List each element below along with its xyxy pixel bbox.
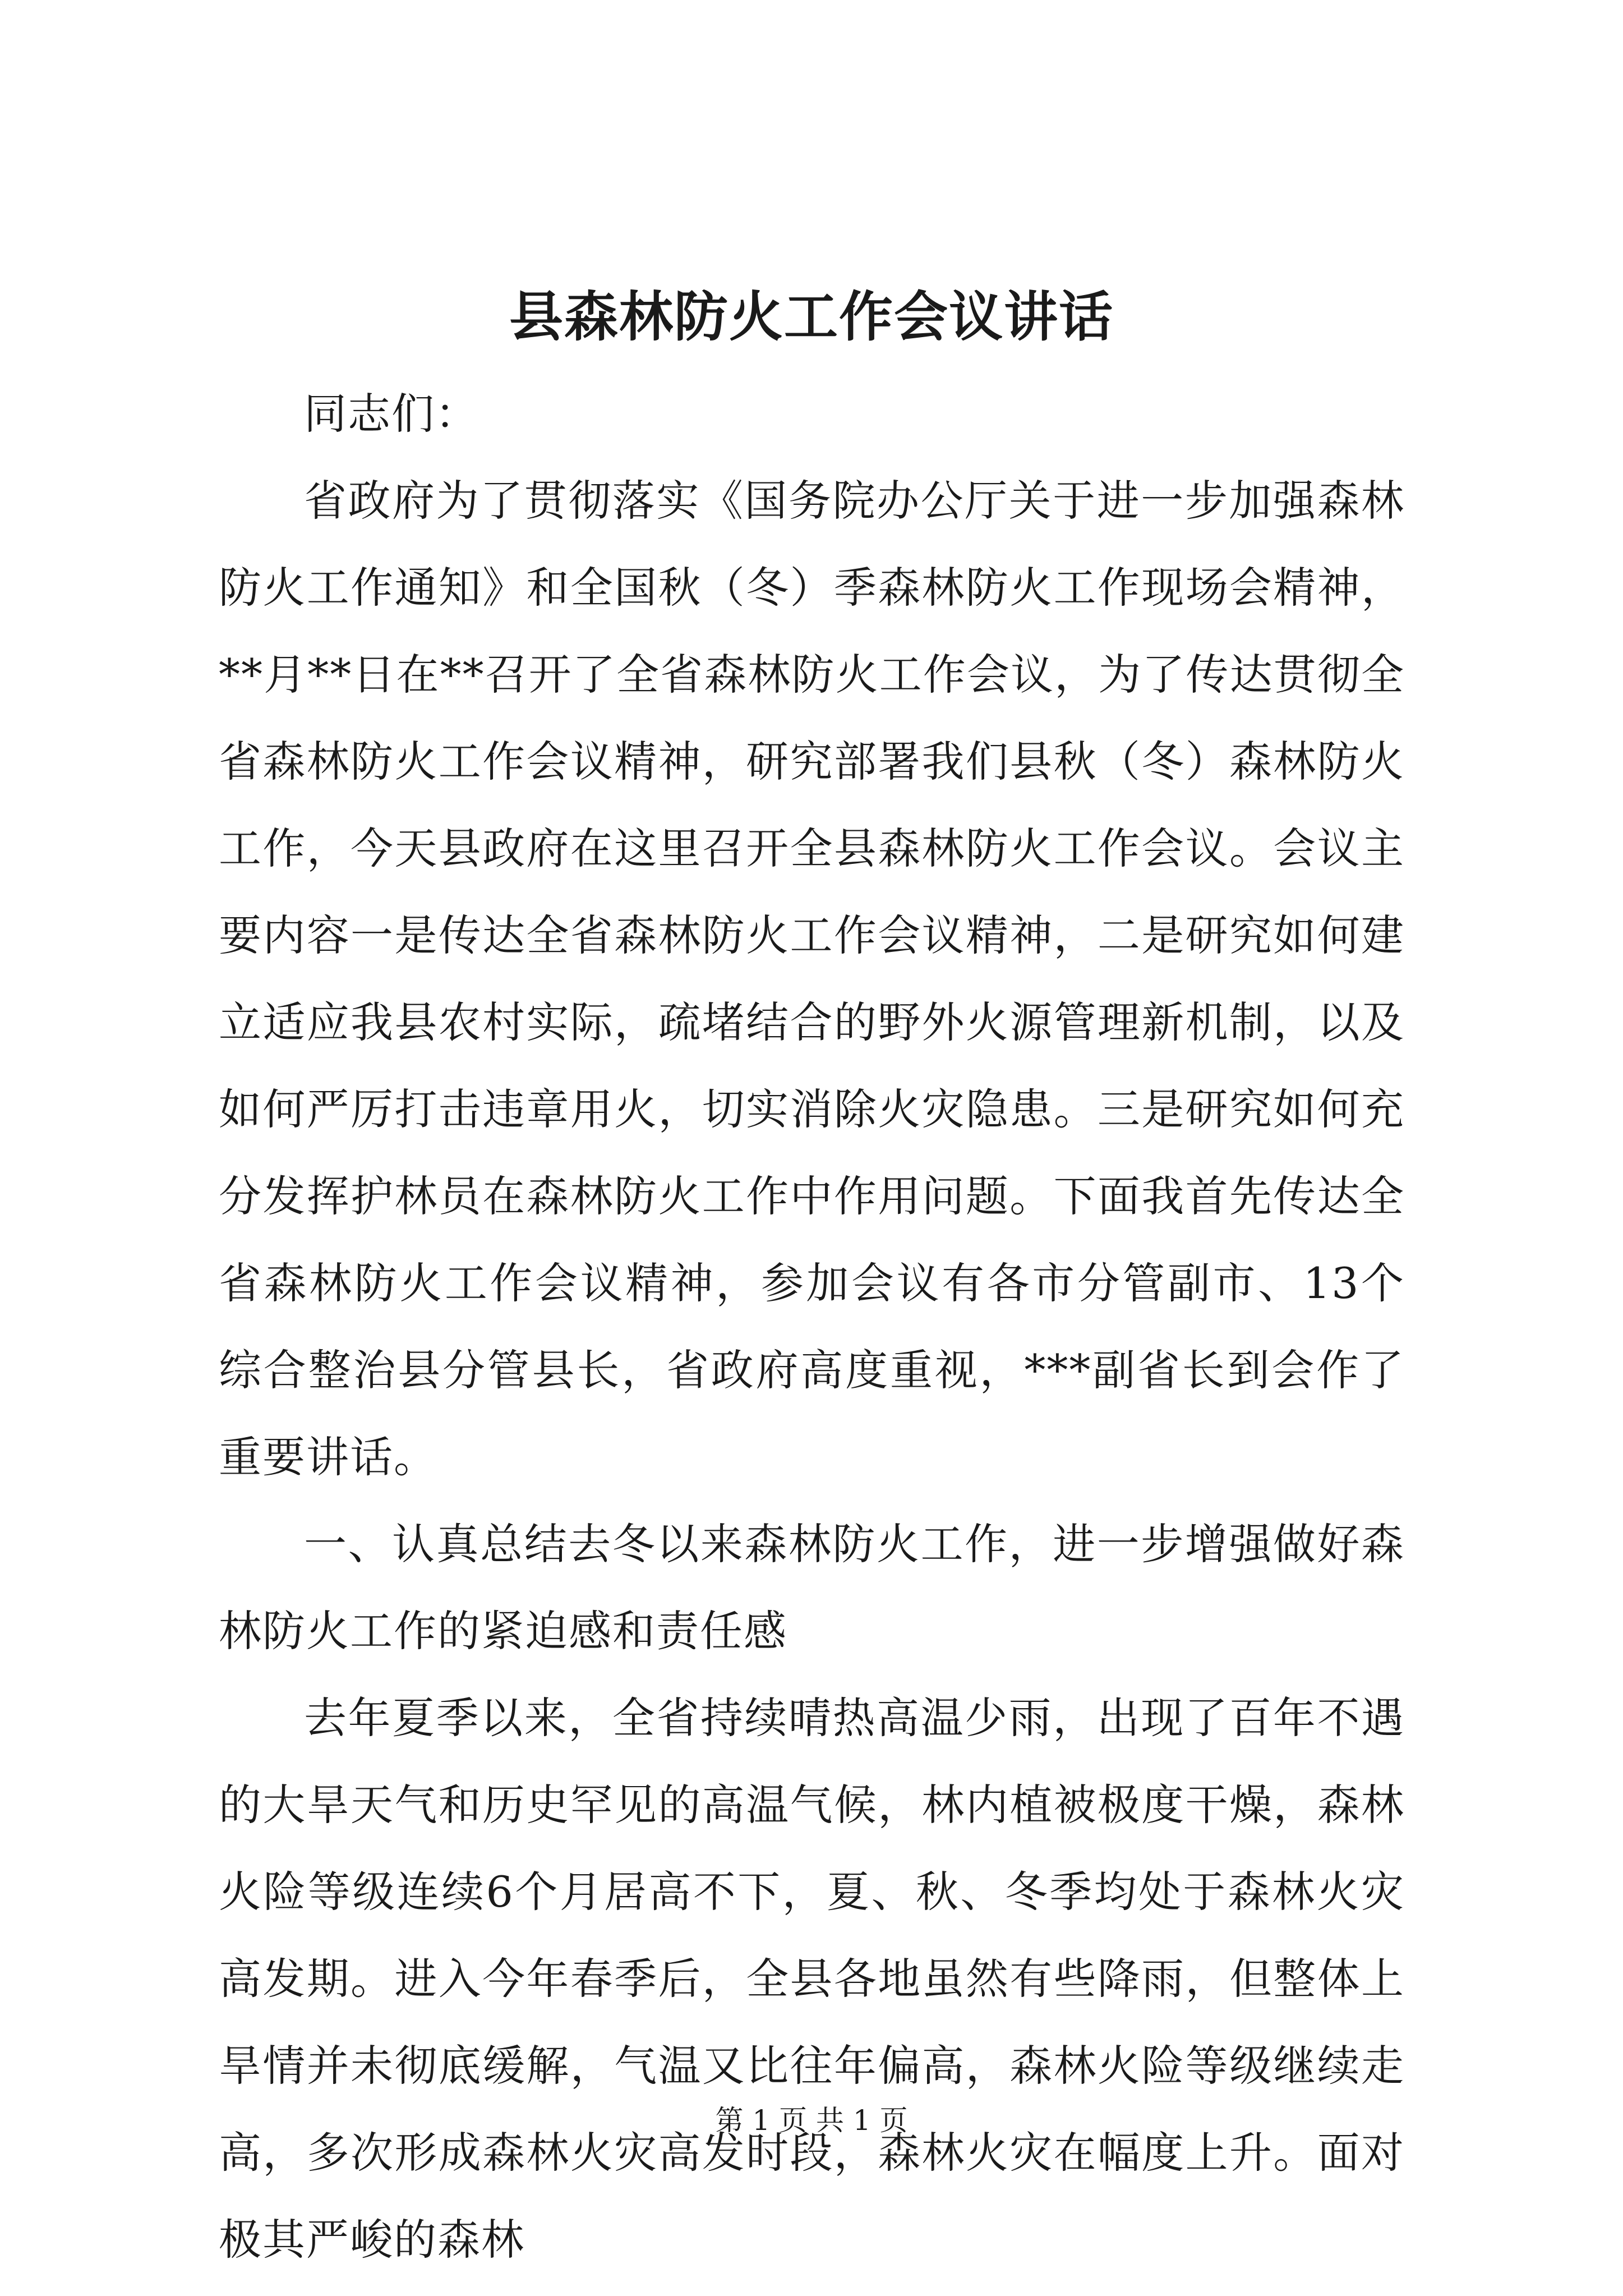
body-paragraph: 省政府为了贯彻落实《国务院办公厅关于进一步加强森林防火工作通知》和全国秋（冬）季森林防火工作现场会精神，**月**日在**召开了全省森林防火工作会议，为了传达贯彻全省森林防火工作会议精神，研究部署我们县秋（冬）森林防火工作，今天县政府在这里召开全县森林防火工作会议。会议主要内容一是传达全省森林防火工作会议精神，二是研究如何建立适应我县农村实际，疏堵结合的野外火源管理新机制，以及如何严厉打击违章用火，切实消除火灾隐患。三是研究如何充分发挥护林员在森林防火工作中作用问题。下面我首先传达全省森林防火工作会议精神，参加会议有各市分管副市、13个综合整治县分管县长，省政府高度重视，***副省长到会作了重要讲话。 xyxy=(219,476,1405,1482)
section-heading-paragraph: 一、认真总结去冬以来森林防火工作，进一步增强做好森林防火工作的紧迫感和责任感 xyxy=(219,1519,1405,1656)
document-body xyxy=(219,370,1405,2283)
document-title: 县森林防火工作会议讲话 xyxy=(509,285,1114,348)
page-number-footer: 第 1 页 共 1 页 xyxy=(715,2104,908,2137)
body-paragraph: 去年夏季以来，全省持续晴热高温少雨，出现了百年不遇的大旱天气和历史罕见的高温气候，林内植被极度干燥，森林火险等级连续6个月居高不下，夏、秋、冬季均处于森林火灾高发期。进入今年春季后，全县各地虽然有些降雨，但整体上旱情并未彻底缓解，气温又比往年偏高，森林火险等级继续走高，多次形成森林火灾高发时段，森林火灾在幅度上升。面对极其严峻的森林 xyxy=(219,1693,1405,2265)
salutation-paragraph: 同志们： xyxy=(304,389,479,439)
